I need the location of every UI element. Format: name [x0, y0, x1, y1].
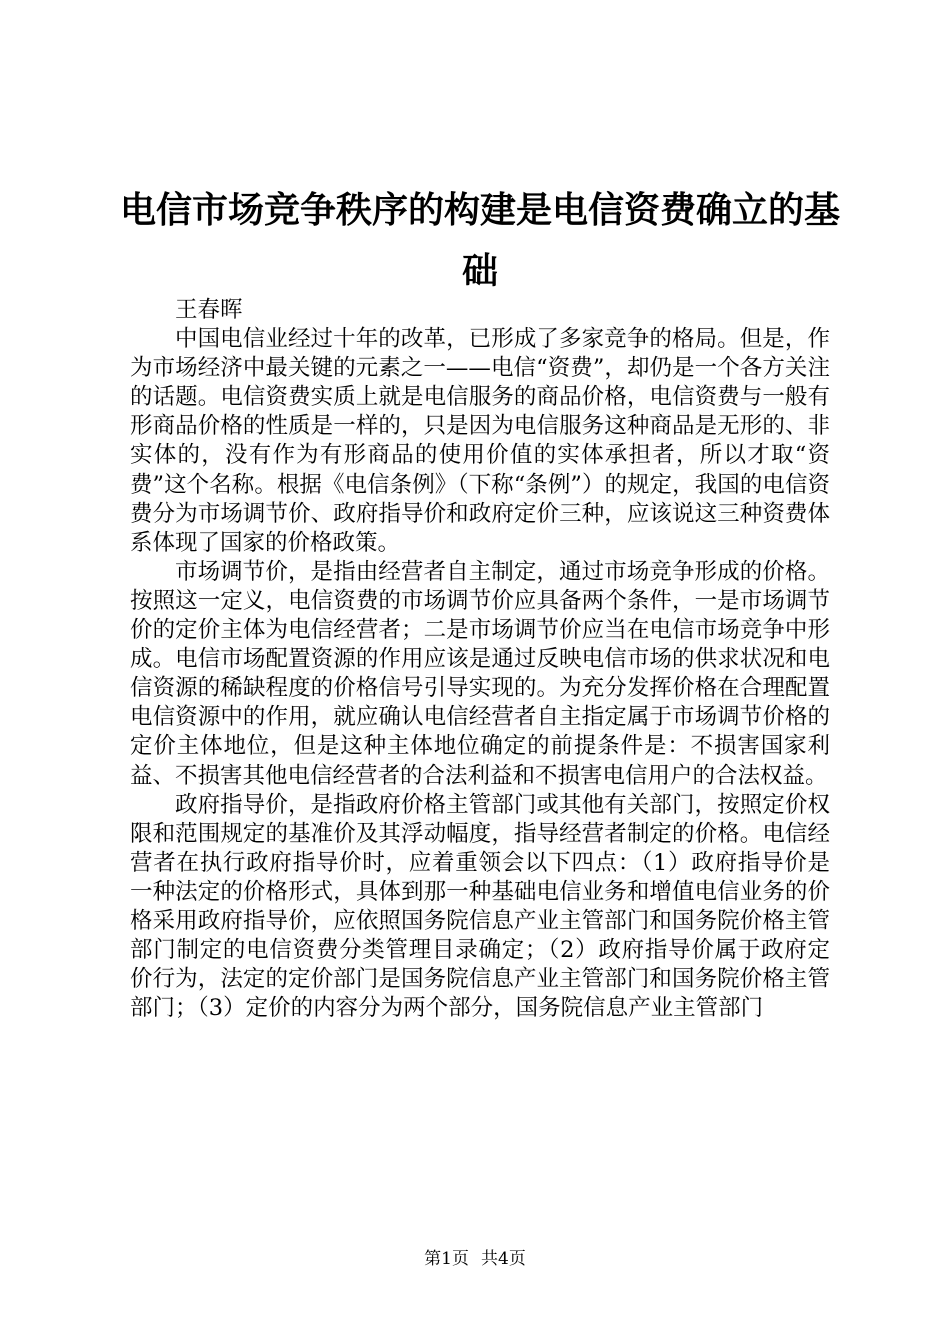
page-number: 第1页 — [424, 1249, 469, 1269]
page-footer — [0, 1244, 950, 1269]
author-name: 王春晖 — [175, 297, 243, 323]
paragraph-1: 中国电信业经过十年的改革，已形成了多家竞争的格局。但是，作为市场经济中最关键的元素之一——电信“资费”，却仍是一个各方关注的话题。电信资费实质上就是电信服务的商品价格，电信资费与一般有形商品价格的性质是一样的，只是因为电信服务这种商品是无形的、非实体的，没有作为有形商品的使用价值的实体承担者，所以才取“资费”这个名称。根据《电信条例》（下称“条例”）的规定，我国的电信资费分为市场调节价、政府指导价和政府定价三种，应该说这三种资费体系体现了国家的价格政策。 — [130, 326, 830, 556]
document-body — [130, 296, 830, 1023]
paragraph-3: 政府指导价，是指政府价格主管部门或其他有关部门，按照定价权限和范围规定的基准价及其浮动幅度，指导经营者制定的价格。电信经营者在执行政府指导价时，应着重领会以下四点：（1）政府指导价是一种法定的价格形式，具体到那一种基础电信业务和增值电信业务的价格采用政府指导价，应依照国务院信息产业主管部门和国务院价格主管部门制定的电信资费分类管理目录确定；（2）政府指导价属于政府定价行为，法定的定价部门是国务院信息产业主管部门和国务院价格主管部门；（3）定价的内容分为两个部分，国务院信息产业主管部门 — [130, 791, 830, 1022]
page-total: 共4页 — [481, 1249, 526, 1269]
document-title: 电信市场竞争秩序的构建是电信资费确立的基础 — [120, 189, 841, 292]
paragraph-2: 市场调节价，是指由经营者自主制定，通过市场竞争形成的价格。按照这一定义，电信资费的市场调节价应具备两个条件，一是市场调节价的定价主体为电信经营者；二是市场调节价应当在电信市场竞争中形成。电信市场配置资源的作用应该是通过反映电信市场的供求状况和电信资源的稀缺程度的价格信号引导实现的。为充分发挥价格在合理配置电信资源中的作用，就应确认电信经营者自主指定属于市场调节价格的定价主体地位，但是这种主体地位确定的前提条件是：不损害国家利益、不损害其他电信经营者的合法利益和不损害电信用户的合法权益。 — [130, 558, 830, 789]
